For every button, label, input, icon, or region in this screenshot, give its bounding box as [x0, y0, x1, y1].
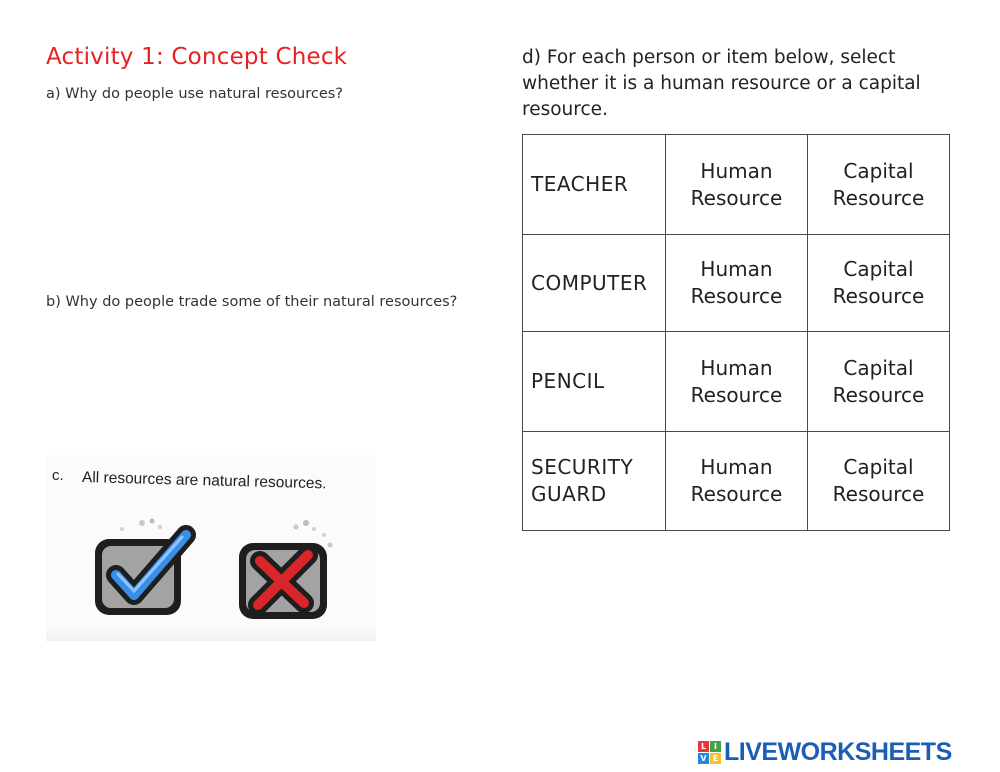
human-resource-option[interactable]: Human Resource: [666, 432, 808, 531]
table-row: [523, 332, 950, 432]
activity-title: Activity 1: Concept Check: [46, 44, 348, 70]
table-row: [523, 135, 950, 235]
item-cell: COMPUTER: [523, 235, 666, 332]
capital-resource-option[interactable]: Capital Resource: [808, 135, 950, 235]
question-c-image: [46, 455, 376, 641]
true-choice-button[interactable]: [90, 517, 200, 621]
table-row: [523, 432, 950, 531]
table-row: [523, 235, 950, 332]
human-resource-option[interactable]: Human Resource: [666, 332, 808, 432]
cross-icon: [234, 519, 344, 623]
part-d-instructions: d) For each person or item below, select whether it is a human resource or a capital resource.: [522, 47, 921, 120]
question-c-text: All resources are natural resources.: [81, 469, 327, 493]
capital-resource-option[interactable]: Capital Resource: [808, 432, 950, 531]
item-cell: SECURITY GUARD: [523, 432, 666, 531]
logo-text: LIVEWORKSHEETS: [724, 737, 952, 766]
capital-resource-option[interactable]: Capital Resource: [808, 332, 950, 432]
item-cell: PENCIL: [523, 332, 666, 432]
question-c-label: c.: [52, 467, 64, 484]
human-resource-option[interactable]: Human Resource: [666, 235, 808, 332]
question-a: a) Why do people use natural resources?: [46, 86, 343, 102]
question-b: b) Why do people trade some of their natural resources?: [46, 294, 458, 310]
capital-resource-option[interactable]: Capital Resource: [808, 235, 950, 332]
resource-table: [522, 134, 950, 531]
liveworksheets-logo: [698, 736, 952, 768]
false-choice-button[interactable]: [234, 519, 344, 623]
logo-tiles-icon: L I V E: [698, 741, 721, 764]
item-cell: TEACHER: [523, 135, 666, 235]
checkmark-icon: [90, 517, 200, 621]
human-resource-option[interactable]: Human Resource: [666, 135, 808, 235]
